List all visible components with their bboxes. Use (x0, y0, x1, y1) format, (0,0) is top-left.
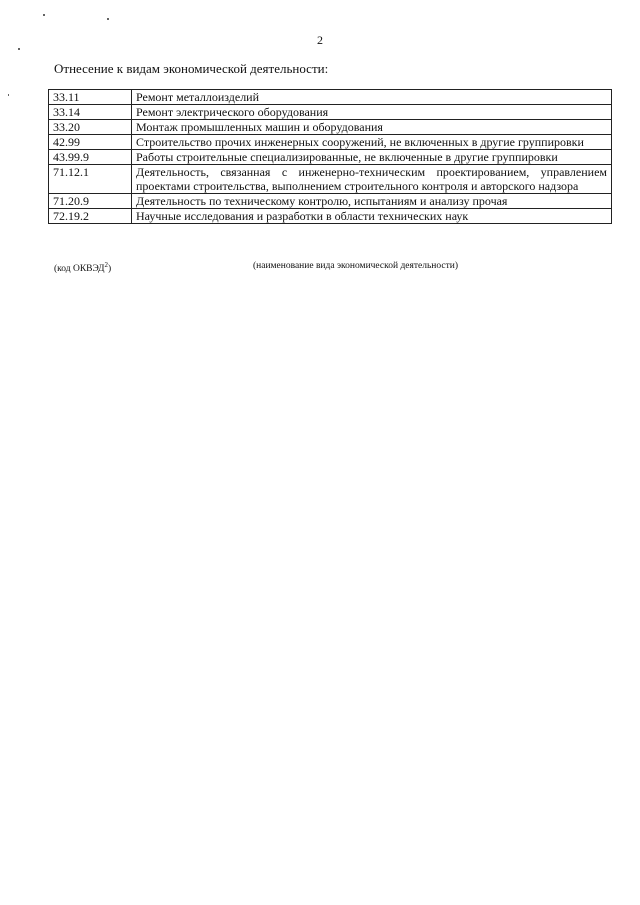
activity-name: Ремонт электрического оборудования (132, 105, 612, 120)
activity-name: Монтаж промышленных машин и оборудования (132, 120, 612, 135)
code-caption (54, 261, 111, 274)
code-caption-label: (код ОКВЭД (54, 264, 105, 275)
okved-code: 42.99 (49, 135, 132, 150)
table-row (49, 105, 612, 120)
okved-code: 33.11 (49, 90, 132, 105)
activity-name: Деятельность по техническому контролю, испытаниям и анализу прочая (132, 194, 612, 209)
footnote-marker: 2 (104, 261, 108, 269)
table-row (49, 194, 612, 209)
scan-speck (18, 48, 20, 50)
scan-speck (107, 18, 109, 20)
activity-name: Ремонт металлоизделий (132, 90, 612, 105)
okved-code: 33.20 (49, 120, 132, 135)
okved-table (48, 89, 612, 224)
name-caption: (наименование вида экономической деятельности) (253, 261, 458, 271)
scan-speck (8, 94, 9, 96)
activity-name: Деятельность, связанная с инженерно-техническим проектированием, управлением проектами строительства, выполнением строительного контроля и авторского надзора (132, 165, 612, 194)
table-row (49, 135, 612, 150)
okved-code: 71.12.1 (49, 165, 132, 194)
activity-name: Строительство прочих инженерных сооружений, не включенных в другие группировки (132, 135, 612, 150)
page-number: 2 (317, 33, 323, 47)
okved-code: 71.20.9 (49, 194, 132, 209)
scan-speck (43, 14, 45, 16)
code-caption-close: ) (107, 264, 112, 275)
okved-code: 43.99.9 (49, 150, 132, 165)
table-row (49, 209, 612, 224)
okved-code: 72.19.2 (49, 209, 132, 224)
table-row (49, 165, 612, 194)
activity-name: Работы строительные специализированные, не включенные в другие группировки (132, 150, 612, 165)
okved-code: 33.14 (49, 105, 132, 120)
table-row (49, 120, 612, 135)
activity-name: Научные исследования и разработки в области технических наук (132, 209, 612, 224)
section-heading: Отнесение к видам экономической деятельности: (54, 61, 329, 76)
table-row (49, 90, 612, 105)
table-row (49, 150, 612, 165)
